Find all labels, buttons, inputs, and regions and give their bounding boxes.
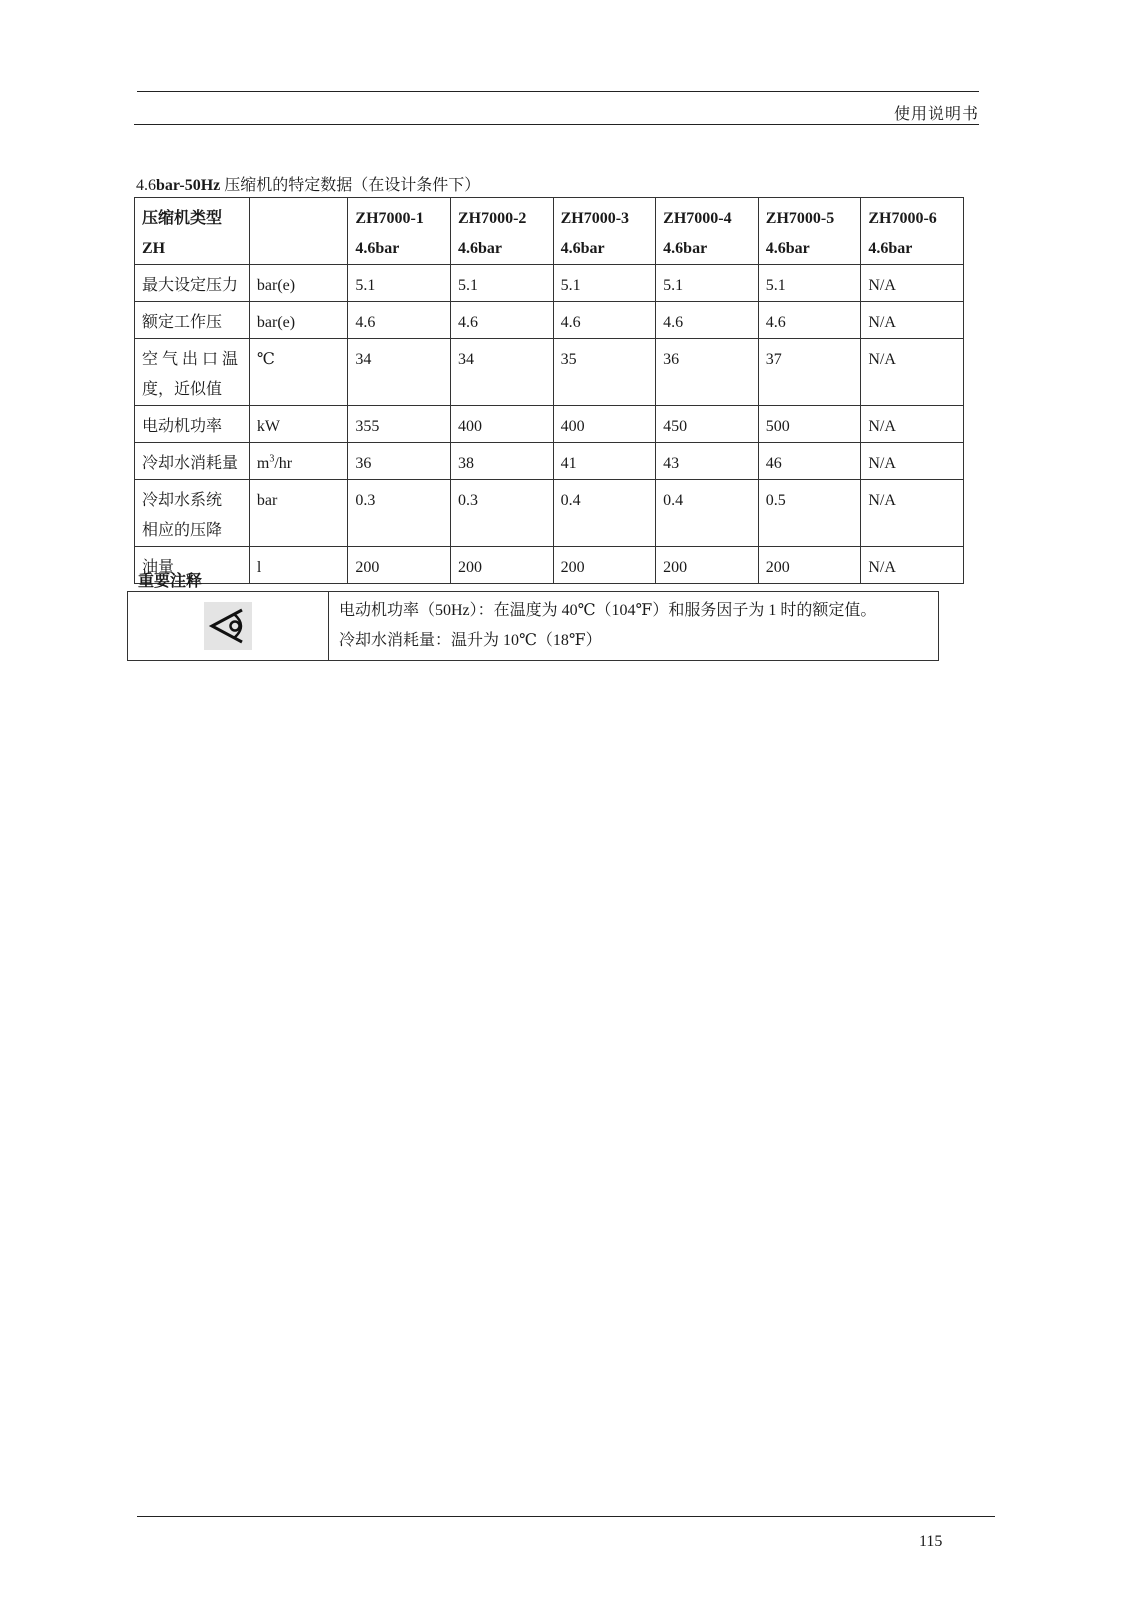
row-value: 4.6 xyxy=(553,302,656,339)
row-value: 5.1 xyxy=(348,265,451,302)
title-suffix: 压缩机的特定数据（在设计条件下） xyxy=(220,177,481,194)
model-pressure: 4.6bar xyxy=(560,240,605,257)
table-row xyxy=(135,302,964,339)
row-value: 200 xyxy=(553,547,656,584)
row-label-line: 相应的压降 xyxy=(142,522,223,539)
row-value: 34 xyxy=(450,339,553,406)
row-unit: bar xyxy=(249,480,347,547)
row-value: 0.4 xyxy=(656,480,759,547)
table-row xyxy=(135,443,964,480)
row-value: 43 xyxy=(656,443,759,480)
model-header-cell xyxy=(656,198,759,265)
row-value: 400 xyxy=(553,406,656,443)
row-value: 200 xyxy=(656,547,759,584)
header-rule-bottom xyxy=(134,124,979,125)
model-pressure: 4.6bar xyxy=(663,240,708,257)
type-label-line: ZH xyxy=(142,240,166,257)
row-label-line: 空 气 出 口 温 xyxy=(142,351,239,368)
row-value: 5.1 xyxy=(656,265,759,302)
row-label: 油量 xyxy=(135,547,250,584)
table-row xyxy=(135,547,964,584)
row-value: 34 xyxy=(348,339,451,406)
row-value: 500 xyxy=(758,406,861,443)
row-unit: l xyxy=(249,547,347,584)
notes-icon-cell xyxy=(128,592,329,661)
model-header-cell xyxy=(758,198,861,265)
row-value: 0.4 xyxy=(553,480,656,547)
row-value: 200 xyxy=(758,547,861,584)
type-label-cell xyxy=(135,198,250,265)
row-value: 4.6 xyxy=(450,302,553,339)
table-row xyxy=(135,265,964,302)
row-value: N/A xyxy=(861,547,964,584)
row-value: 35 xyxy=(553,339,656,406)
page-number: 115 xyxy=(919,1533,943,1550)
row-value: N/A xyxy=(861,302,964,339)
row-value: N/A xyxy=(861,480,964,547)
table-row xyxy=(135,480,964,547)
footer-rule xyxy=(137,1516,995,1517)
unit-base: m xyxy=(256,455,270,472)
model-header-cell xyxy=(553,198,656,265)
row-value: 5.1 xyxy=(553,265,656,302)
model-pressure: 4.6bar xyxy=(765,240,810,257)
model-name: ZH7000-6 xyxy=(868,210,937,227)
row-value: N/A xyxy=(861,443,964,480)
model-name: ZH7000-1 xyxy=(355,210,424,227)
notes-text-cell xyxy=(329,592,939,661)
row-label xyxy=(135,339,250,406)
row-value: 0.5 xyxy=(758,480,861,547)
title-bold: bar-50Hz xyxy=(156,177,221,194)
row-value: 355 xyxy=(348,406,451,443)
row-unit: bar(e) xyxy=(249,302,347,339)
row-value: 38 xyxy=(450,443,553,480)
row-label: 最大设定压力 xyxy=(135,265,250,302)
title-prefix: 4.6 xyxy=(136,177,156,194)
table-title xyxy=(136,172,480,195)
row-value: 41 xyxy=(553,443,656,480)
row-value: N/A xyxy=(861,265,964,302)
unit-header-cell xyxy=(249,198,347,265)
model-header-cell xyxy=(861,198,964,265)
model-pressure: 4.6bar xyxy=(355,240,400,257)
table-header-row xyxy=(135,198,964,265)
row-label-line: 冷却水系统 xyxy=(142,492,223,509)
table-row xyxy=(135,406,964,443)
document-header: 使用说明书 xyxy=(893,106,979,123)
row-value: 450 xyxy=(656,406,759,443)
row-label: 额定工作压 xyxy=(135,302,250,339)
row-unit xyxy=(249,443,347,480)
row-value: N/A xyxy=(861,339,964,406)
unit-rest: /hr xyxy=(274,455,293,472)
model-name: ZH7000-3 xyxy=(560,210,630,227)
row-label: 冷却水消耗量 xyxy=(135,443,250,480)
model-name: ZH7000-5 xyxy=(765,210,835,227)
note-line: 电动机功率（50Hz）：在温度为 40℃（104℉）和服务因子为 1 时的额定值。 xyxy=(339,602,877,619)
row-label: 电动机功率 xyxy=(135,406,250,443)
row-value: 5.1 xyxy=(450,265,553,302)
row-value: 36 xyxy=(656,339,759,406)
model-pressure: 4.6bar xyxy=(868,240,913,257)
eye-icon xyxy=(204,602,252,650)
row-value: 200 xyxy=(348,547,451,584)
row-unit: bar(e) xyxy=(249,265,347,302)
model-header-cell xyxy=(348,198,451,265)
row-value: 37 xyxy=(758,339,861,406)
notes-title: 重要注释 xyxy=(138,573,203,590)
type-label-line: 压缩机类型 xyxy=(142,210,223,227)
model-pressure: 4.6bar xyxy=(457,240,502,257)
model-header-cell xyxy=(450,198,553,265)
row-unit: ℃ xyxy=(249,339,347,406)
row-value: 4.6 xyxy=(348,302,451,339)
row-value: 0.3 xyxy=(450,480,553,547)
table-row xyxy=(135,339,964,406)
model-name: ZH7000-4 xyxy=(663,210,732,227)
row-value: 4.6 xyxy=(656,302,759,339)
model-name: ZH7000-2 xyxy=(457,210,527,227)
row-unit: kW xyxy=(249,406,347,443)
row-value: N/A xyxy=(861,406,964,443)
row-value: 4.6 xyxy=(758,302,861,339)
notes-table xyxy=(127,591,939,661)
row-label xyxy=(135,480,250,547)
unit-superscript: 3 xyxy=(269,453,275,465)
row-value: 200 xyxy=(450,547,553,584)
note-line: 冷却水消耗量：温升为 10℃（18℉） xyxy=(339,632,602,649)
row-value: 0.3 xyxy=(348,480,451,547)
row-value: 36 xyxy=(348,443,451,480)
row-label-line: 度，近似值 xyxy=(142,381,223,398)
row-value: 46 xyxy=(758,443,861,480)
row-value: 400 xyxy=(450,406,553,443)
spec-table xyxy=(134,197,964,584)
row-value: 5.1 xyxy=(758,265,861,302)
notes-row xyxy=(128,592,939,661)
header-rule-top xyxy=(137,91,979,92)
